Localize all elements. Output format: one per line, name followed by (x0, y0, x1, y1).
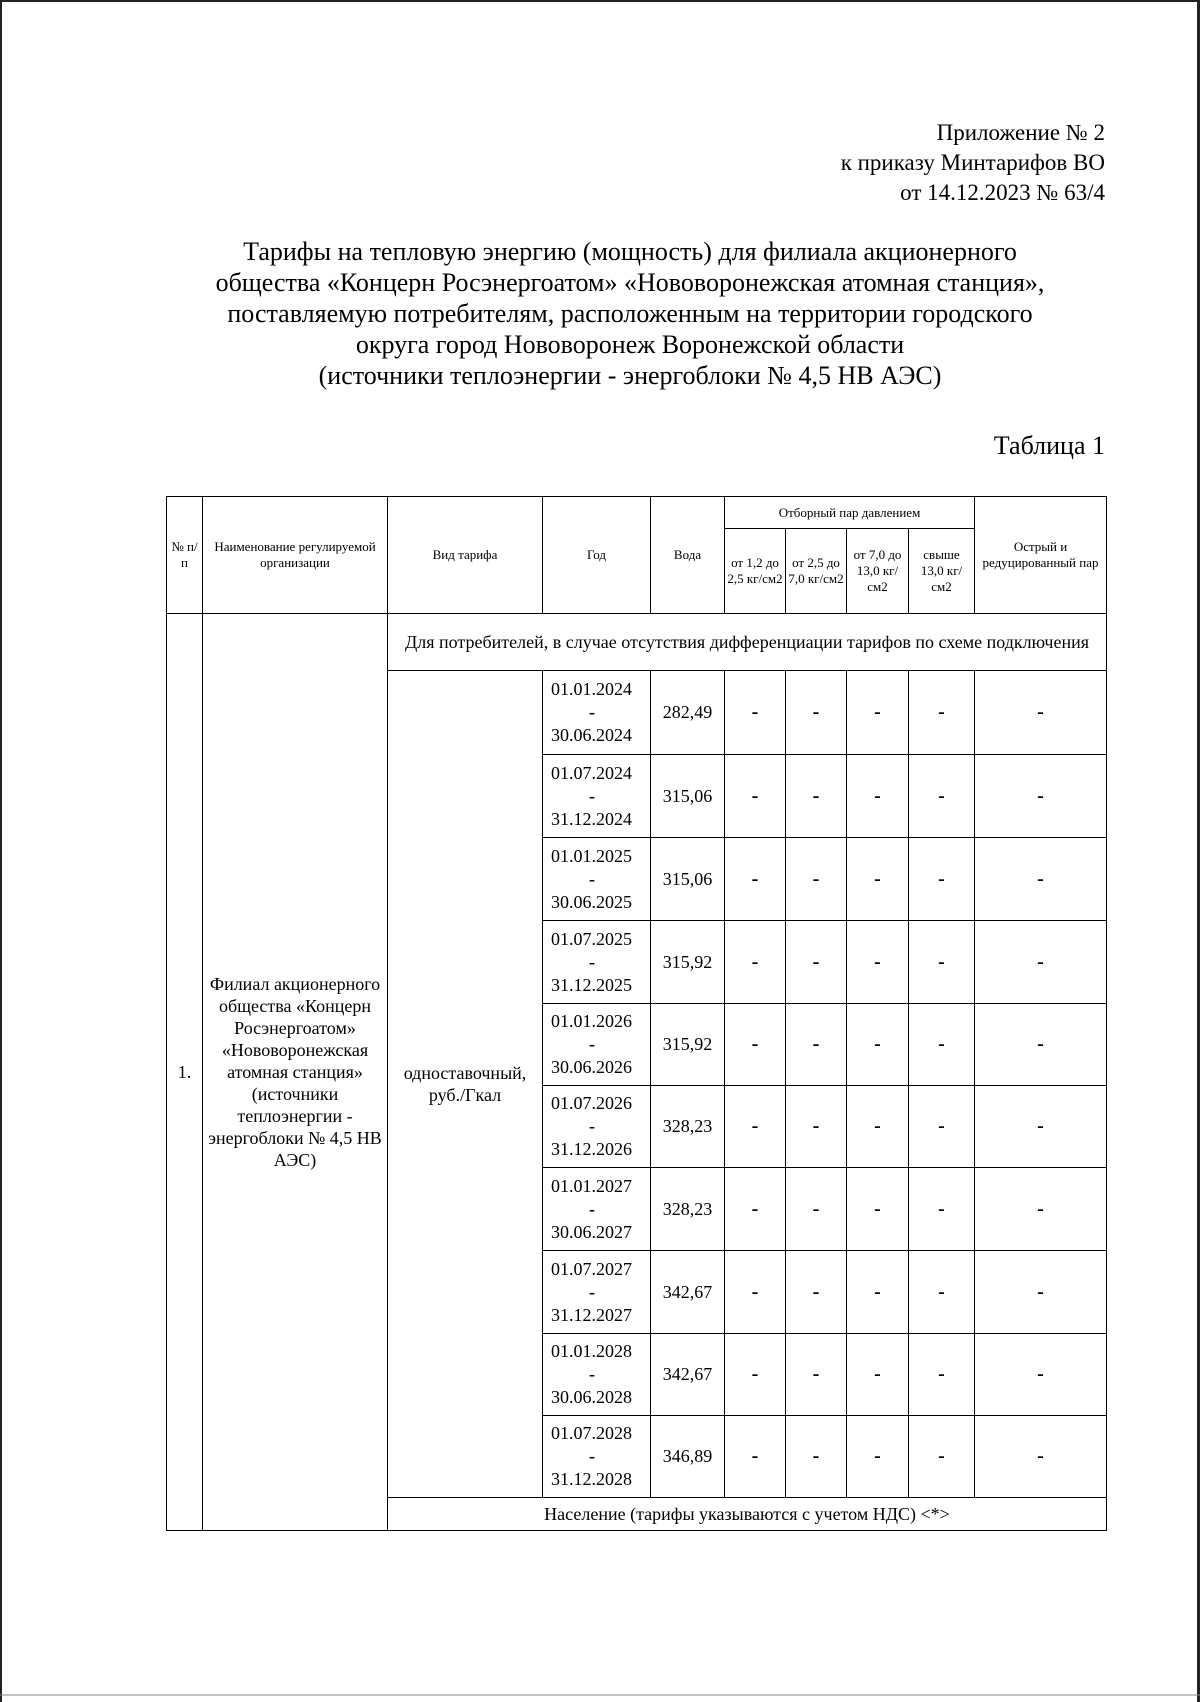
period-start: 01.01.2024 (551, 679, 632, 699)
period-start: 01.07.2024 (551, 762, 632, 783)
period-end: 31.12.2024 (551, 808, 632, 829)
header-year: Год (543, 497, 651, 614)
empty-value-dash: - (786, 1086, 847, 1168)
empty-value-dash: - (909, 1416, 975, 1498)
section-population: Население (тарифы указываются с учетом НДС) <*> (388, 1498, 1107, 1531)
period-sep: - (589, 1446, 595, 1466)
appendix-line-3: от 14.12.2023 № 63/4 (900, 180, 1105, 205)
organization-name: Филиал акционерного общества «Концерн Росэнергоатом» «Нововоронежская атомная станция» (источники теплоэнергии - энергоблоки № 4,5 НВ АЭС) (203, 614, 388, 1531)
period-start: 01.07.2025 (551, 928, 632, 949)
empty-value-dash: - (975, 755, 1107, 838)
empty-value-dash: - (847, 921, 909, 1004)
period-cell (543, 671, 651, 755)
empty-value-dash: - (909, 838, 975, 921)
tariff-type: одноставочный, руб./Гкал (388, 671, 543, 1498)
row-number: 1. (167, 614, 203, 1531)
water-tariff: 315,06 (651, 755, 725, 838)
header-tariff-type: Вид тарифа (388, 497, 543, 614)
period-cell (543, 1251, 651, 1334)
title-line-5: (источники теплоэнергии - энергоблоки № 4,5 НВ АЭС) (318, 361, 942, 390)
tariff-table (166, 496, 1107, 1531)
period-start: 01.07.2028 (551, 1423, 632, 1443)
empty-value-dash: - (786, 755, 847, 838)
empty-value-dash: - (975, 1004, 1107, 1086)
period-cell (543, 1004, 651, 1086)
period-cell (543, 1334, 651, 1416)
water-tariff: 315,06 (651, 838, 725, 921)
empty-value-dash: - (847, 1004, 909, 1086)
period-sep: - (589, 702, 595, 722)
empty-value-dash: - (786, 838, 847, 921)
period-end: 30.06.2028 (551, 1387, 632, 1407)
empty-value-dash: - (847, 1251, 909, 1334)
empty-value-dash: - (786, 1334, 847, 1416)
water-tariff: 328,23 (651, 1168, 725, 1251)
empty-value-dash: - (909, 671, 975, 755)
header-pressure-1: от 1,2 до 2,5 кг/см2 (725, 529, 786, 614)
period-start: 01.07.2026 (551, 1093, 632, 1113)
empty-value-dash: - (975, 671, 1107, 755)
empty-value-dash: - (975, 921, 1107, 1004)
appendix-line-1: Приложение № 2 (936, 120, 1105, 145)
title-line-2: общества «Концерн Росэнергоатом» «Нововоронежская атомная станция», (215, 268, 1045, 297)
empty-value-dash: - (975, 1086, 1107, 1168)
empty-value-dash: - (786, 671, 847, 755)
header-org: Наименование регулируемой организации (203, 497, 388, 614)
water-tariff: 346,89 (651, 1416, 725, 1498)
header-pressure-3: от 7,0 до 13,0 кг/см2 (847, 529, 909, 614)
empty-value-dash: - (909, 1251, 975, 1334)
period-sep: - (589, 1198, 595, 1219)
empty-value-dash: - (909, 1334, 975, 1416)
period-start: 01.07.2027 (551, 1258, 632, 1279)
period-end: 30.06.2027 (551, 1221, 632, 1242)
period-sep: - (589, 1281, 595, 1302)
header-pressure-4: свыше 13,0 кг/см2 (909, 529, 975, 614)
water-tariff: 342,67 (651, 1334, 725, 1416)
period-sep: - (589, 1364, 595, 1384)
title-line-3: поставляемую потребителям, расположенным на территории городского (227, 299, 1033, 328)
water-tariff: 282,49 (651, 671, 725, 755)
period-end: 31.12.2027 (551, 1304, 632, 1325)
empty-value-dash: - (725, 838, 786, 921)
period-cell (543, 838, 651, 921)
header-sharp-steam: Острый и редуцированный пар (975, 497, 1107, 614)
header-water: Вода (651, 497, 725, 614)
period-start: 01.01.2027 (551, 1175, 632, 1196)
empty-value-dash: - (909, 755, 975, 838)
empty-value-dash: - (975, 1168, 1107, 1251)
period-start: 01.01.2028 (551, 1341, 632, 1361)
empty-value-dash: - (725, 671, 786, 755)
title-line-1: Тарифы на тепловую энергию (мощность) для филиала акционерного (243, 237, 1017, 266)
empty-value-dash: - (725, 1168, 786, 1251)
empty-value-dash: - (725, 921, 786, 1004)
empty-value-dash: - (847, 838, 909, 921)
empty-value-dash: - (725, 1251, 786, 1334)
period-sep: - (589, 1116, 595, 1136)
header-pressure-2: от 2,5 до 7,0 кг/см2 (786, 529, 847, 614)
empty-value-dash: - (975, 1334, 1107, 1416)
empty-value-dash: - (847, 755, 909, 838)
empty-value-dash: - (786, 1004, 847, 1086)
header-steam-group: Отборный пар давлением (725, 497, 975, 529)
empty-value-dash: - (786, 1251, 847, 1334)
empty-value-dash: - (909, 1168, 975, 1251)
section-no-differentiation: Для потребителей, в случае отсутствия дифференциации тарифов по схеме подключения (388, 614, 1107, 671)
period-sep: - (589, 785, 595, 806)
appendix-line-2: к приказу Минтарифов ВО (840, 150, 1105, 175)
empty-value-dash: - (725, 1004, 786, 1086)
period-sep: - (589, 1034, 595, 1054)
scan-artifact-line (0, 1694, 1200, 1696)
water-tariff: 342,67 (651, 1251, 725, 1334)
period-cell (543, 755, 651, 838)
empty-value-dash: - (786, 1416, 847, 1498)
empty-value-dash: - (909, 921, 975, 1004)
page-border-left (0, 0, 2, 1702)
period-sep: - (589, 868, 595, 889)
empty-value-dash: - (975, 1251, 1107, 1334)
period-end: 31.12.2025 (551, 974, 632, 995)
document-title (130, 236, 1130, 391)
period-cell (543, 1086, 651, 1168)
period-cell (543, 921, 651, 1004)
page-border-top (0, 0, 1200, 2)
empty-value-dash: - (725, 1334, 786, 1416)
empty-value-dash: - (725, 755, 786, 838)
empty-value-dash: - (786, 1168, 847, 1251)
empty-value-dash: - (847, 1334, 909, 1416)
water-tariff: 328,23 (651, 1086, 725, 1168)
period-end: 30.06.2026 (551, 1057, 632, 1077)
water-tariff: 315,92 (651, 1004, 725, 1086)
period-end: 31.12.2028 (551, 1469, 632, 1489)
empty-value-dash: - (847, 671, 909, 755)
empty-value-dash: - (786, 921, 847, 1004)
water-tariff: 315,92 (651, 921, 725, 1004)
empty-value-dash: - (909, 1086, 975, 1168)
empty-value-dash: - (847, 1086, 909, 1168)
period-end: 31.12.2026 (551, 1139, 632, 1159)
period-end: 30.06.2025 (551, 891, 632, 912)
period-cell (543, 1416, 651, 1498)
empty-value-dash: - (725, 1086, 786, 1168)
empty-value-dash: - (909, 1004, 975, 1086)
period-sep: - (589, 951, 595, 972)
appendix-header (841, 118, 1105, 208)
empty-value-dash: - (975, 1416, 1107, 1498)
period-start: 01.01.2025 (551, 845, 632, 866)
period-end: 30.06.2024 (551, 725, 632, 745)
period-cell (543, 1168, 651, 1251)
empty-value-dash: - (725, 1416, 786, 1498)
table-label: Таблица 1 (993, 431, 1105, 460)
period-start: 01.01.2026 (551, 1011, 632, 1031)
empty-value-dash: - (847, 1416, 909, 1498)
title-line-4: округа город Нововоронеж Воронежской области (355, 330, 905, 359)
empty-value-dash: - (847, 1168, 909, 1251)
header-num: № п/п (167, 497, 203, 614)
empty-value-dash: - (975, 838, 1107, 921)
